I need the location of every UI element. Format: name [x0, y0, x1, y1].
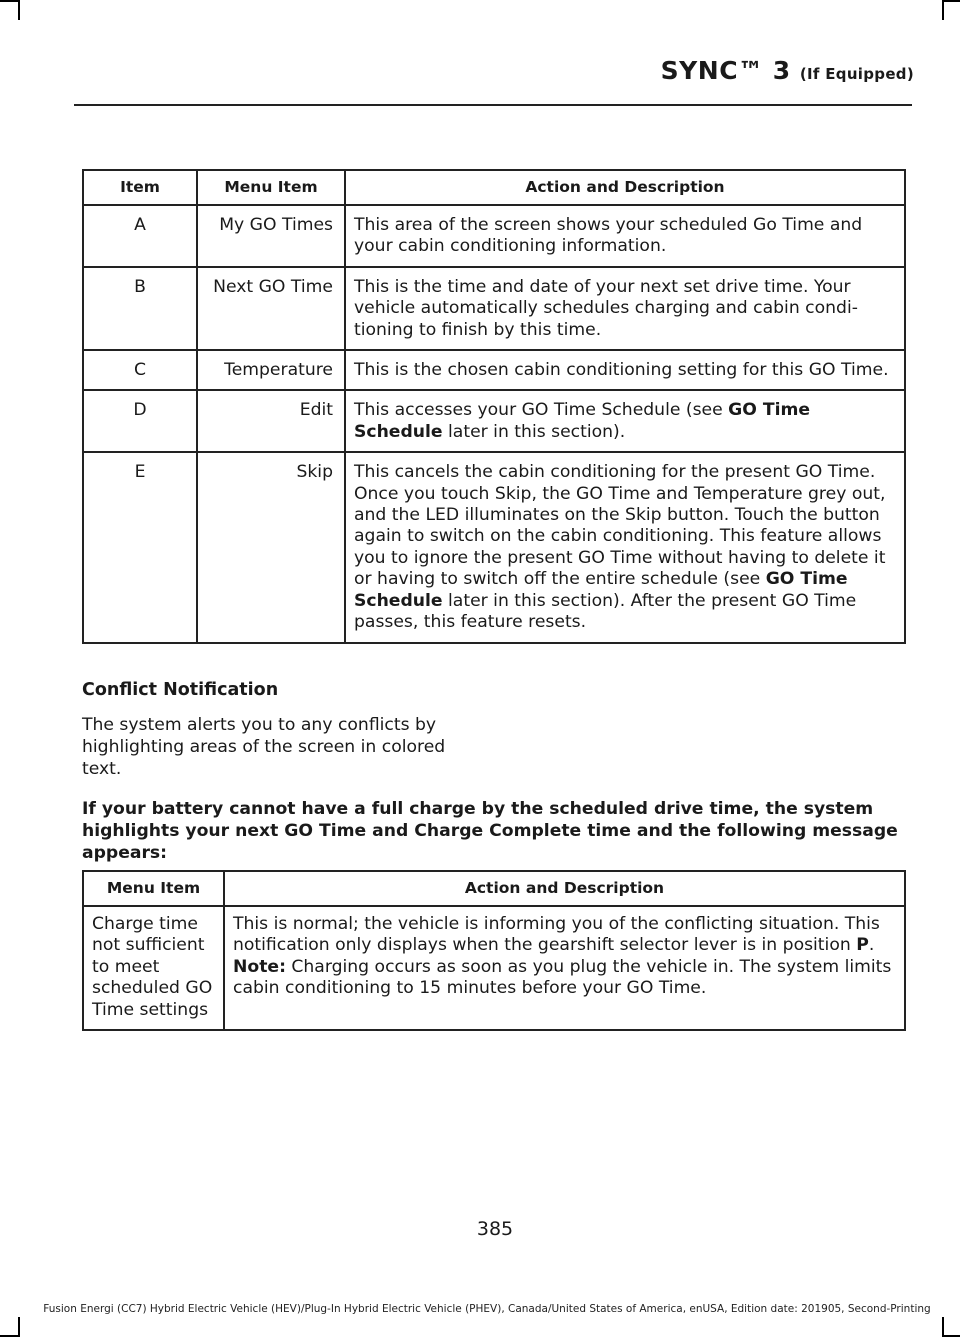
table-header-row — [83, 170, 905, 205]
cell-item: E — [83, 452, 197, 642]
table-row — [83, 452, 905, 642]
header-subtitle: (If Equipped) — [799, 65, 914, 83]
desc-text: This area of the screen shows your scheduled Go Time and your cabin conditioning information. — [354, 215, 863, 257]
section-heading: Conflict Notification — [82, 680, 279, 700]
table-row — [83, 267, 905, 350]
go-time-table — [82, 169, 906, 644]
header-rule — [74, 104, 912, 106]
crop-mark-top-right-v — [942, 0, 944, 20]
col-header-menu-item: Menu Item — [197, 170, 345, 205]
cell-description — [224, 906, 905, 1030]
header-title: SYNC™ 3 — [660, 56, 791, 85]
cell-item: D — [83, 390, 197, 452]
cell-item: C — [83, 350, 197, 390]
cell-menu-item: Charge time not sufficient to meet scheduled GO Time settings — [83, 906, 224, 1030]
table-header-row — [83, 871, 905, 906]
cell-item: B — [83, 267, 197, 350]
crop-mark-bottom-left-v — [18, 1317, 20, 1337]
page-header-title — [0, 56, 914, 85]
note-label: Note: — [233, 956, 286, 977]
cell-menu-item: Skip — [197, 452, 345, 642]
crop-mark-top-left — [0, 0, 20, 2]
cell-menu-item: Edit — [197, 390, 345, 452]
desc-text: This is the time and date of your next set drive time. Your vehicle automatically schedules charging and cabin condi-tioning to finish by this time. — [354, 276, 858, 340]
desc-text: This accesses your GO Time Schedule (see — [354, 400, 729, 421]
desc-text: later in this section). — [442, 421, 626, 442]
cell-item: A — [83, 205, 197, 267]
cell-menu-item: Temperature — [197, 350, 345, 390]
section-body: The system alerts you to any conflicts by highlighting areas of the screen in colored text. — [82, 715, 446, 779]
bold-paragraph: If your battery cannot have a full charge by the scheduled drive time, the system highlights your next GO Time and Charge Complete time and the following message appears: — [82, 799, 898, 863]
table-row — [83, 205, 905, 267]
page-number: 385 — [476, 1218, 514, 1240]
cell-description — [345, 452, 905, 642]
cell-description — [345, 267, 905, 350]
conflict-message-table — [82, 870, 906, 1031]
desc-text: This is the chosen cabin conditioning setting for this GO Time. — [354, 360, 889, 381]
desc-text: This cancels the cabin conditioning for the present GO Time. Once you touch Skip, the GO Time and Temperature grey out, and the LED illuminates on the Skip button. Touch the button again to switch on the cabin conditioning. This feature allows you to ignore the present GO Time without having to delete it or having to switch off the entire schedule (see — [354, 462, 886, 590]
desc-text: This is normal; the vehicle is informing you of the conflicting situation. This notification only displays when the gearshift selector lever is in position — [233, 914, 880, 956]
crop-mark-top-right — [944, 0, 960, 2]
cell-description — [345, 205, 905, 267]
cross-reference-link[interactable]: GO Time Schedule — [354, 400, 811, 442]
col-header-item: Item — [83, 170, 197, 205]
crop-mark-top-left-v — [18, 0, 20, 20]
desc-text: later in this section). After the present GO Time passes, this feature resets. — [354, 590, 857, 633]
col-header-action: Action and Description — [345, 170, 905, 205]
col-header-action: Action and Description — [224, 871, 905, 906]
cell-description — [345, 350, 905, 390]
cell-description — [345, 390, 905, 452]
table-row — [83, 350, 905, 390]
cell-menu-item: My GO Times — [197, 205, 345, 267]
desc-text-end: . — [868, 935, 875, 956]
gear-position: P — [856, 935, 869, 956]
note-text: Charging occurs as soon as you plug the vehicle in. The system limits cabin conditioning to 15 minutes before your GO Time. — [233, 956, 892, 999]
page-footer: Fusion Energi (CC7) Hybrid Electric Vehicle (HEV)/Plug-In Hybrid Electric Vehicle (PHEV), Canada/United States of America, enUSA, Edition date: 201905, Second-Printing — [43, 1303, 931, 1315]
table-row — [83, 390, 905, 452]
cross-reference-link[interactable]: GO Time Schedule — [354, 569, 848, 611]
crop-mark-bottom-right-v — [942, 1317, 944, 1337]
table-row — [83, 906, 905, 1030]
cell-menu-item: Next GO Time — [197, 267, 345, 350]
col-header-menu-item: Menu Item — [83, 871, 224, 906]
